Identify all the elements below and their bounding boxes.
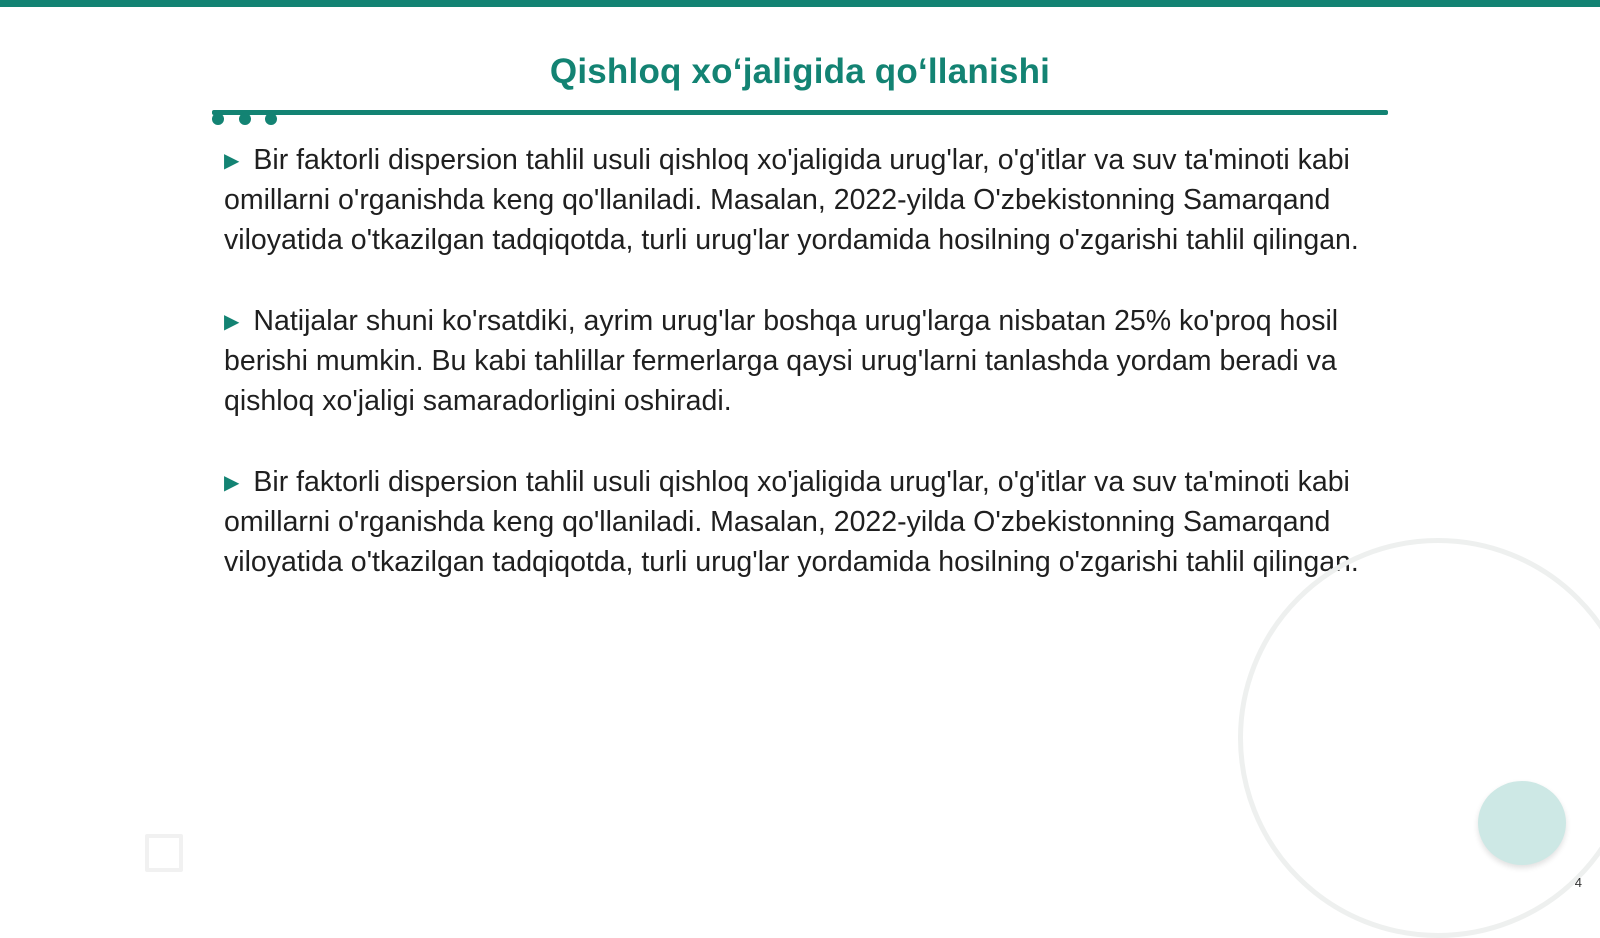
paragraph-text: Bir faktorli dispersion tahlil usuli qishloq xo'jaligida urug'lar, o'g'itlar va suv ta'minoti kabi omillarni o'rganishda keng qo'llaniladi. Masalan, 2022-yilda O'zbekistonning Samarqand viloyatida o'tkazilgan tadqiqotda, turli urug'lar yordamida hosilning o'zgarishi tahlil qilingan. <box>224 466 1359 578</box>
bullet-arrow-icon: ▶ <box>224 150 240 172</box>
slide-title: Qishloq xo‘jaligida qo‘llanishi <box>549 52 1051 91</box>
paragraph-3 <box>224 462 1374 582</box>
paragraph-2 <box>224 301 1374 421</box>
title-dot-2 <box>239 113 251 125</box>
title-dot-1 <box>212 113 224 125</box>
paragraph-1 <box>224 140 1374 260</box>
paragraph-text: Natijalar shuni ko'rsatdiki, ayrim urug'lar boshqa urug'larga nisbatan 25% ko'proq hosil berishi mumkin. Bu kabi tahlillar fermerlarga qaysi urug'larni tanlashda yordam beradi va qishloq xo'jaligi samaradorligini oshiradi. <box>224 305 1339 417</box>
page-number: 4 <box>1574 875 1582 890</box>
bullet-arrow-icon: ▶ <box>224 311 240 333</box>
title-dot-3 <box>265 113 277 125</box>
decorative-square <box>145 834 183 872</box>
decorative-ball <box>1478 781 1566 865</box>
top-accent-bar <box>0 0 1600 7</box>
bullet-arrow-icon: ▶ <box>224 472 240 494</box>
title-underline <box>212 110 1388 115</box>
paragraph-text: Bir faktorli dispersion tahlil usuli qishloq xo'jaligida urug'lar, o'g'itlar va suv ta'minoti kabi omillarni o'rganishda keng qo'llaniladi. Masalan, 2022-yilda O'zbekistonning Samarqand viloyatida o'tkazilgan tadqiqotda, turli urug'lar yordamida hosilning o'zgarishi tahlil qilingan. <box>224 144 1359 256</box>
slide-content <box>224 140 1374 623</box>
